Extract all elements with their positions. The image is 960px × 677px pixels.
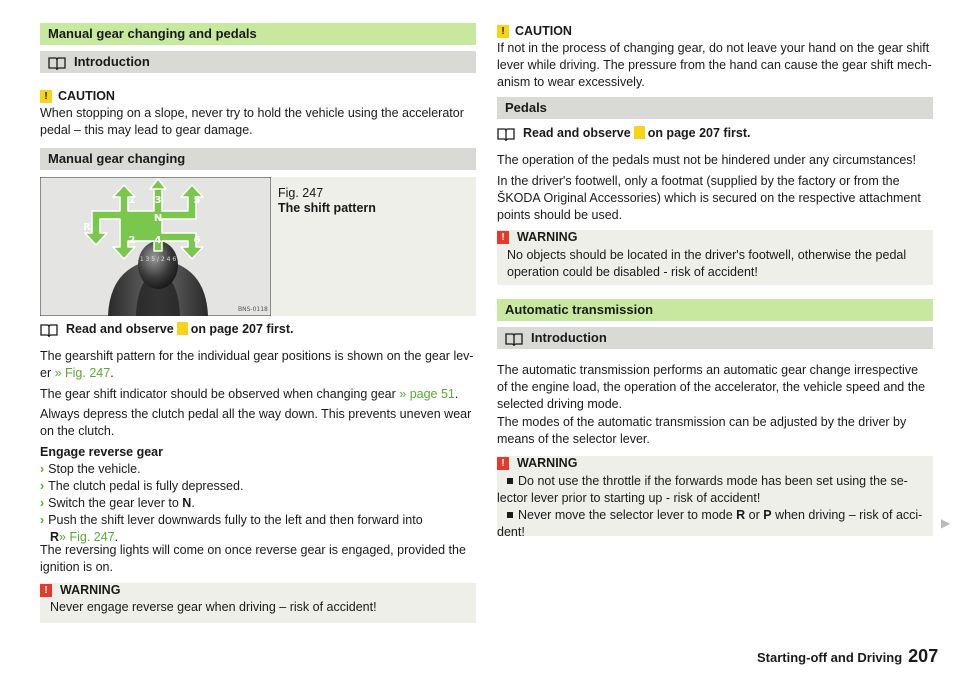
step-4: › Push the shift lever downwards fully to the left and then forward into [40, 513, 423, 527]
gear-label-4: 4 [154, 235, 162, 246]
pedals-header: Pedals [497, 97, 933, 119]
gear-label-r: R [83, 222, 91, 233]
pedals-paragraph-2: In the driver's footwell, only a footmat (supplied by the factory or from the ŠKODA Original Accessories) which is secured on the respective attachment points should be used. [497, 174, 921, 222]
page-number: 207 [908, 646, 939, 666]
continue-arrow-icon: ▶ [941, 516, 951, 530]
warning-bullet-1: Do not use the throttle if the forwards mode has been set using the se- [507, 473, 922, 490]
warning-title: ! WARNING [497, 456, 577, 470]
book-icon [40, 323, 58, 337]
gear-label-3: 3 [154, 195, 162, 206]
warning-icon: ! [40, 584, 52, 597]
intro-header: Introduction [40, 51, 476, 73]
gear-label-2: 2 [128, 235, 136, 246]
step-3: › Switch the gear lever to N. [40, 496, 195, 510]
caution-title: ! CAUTION [40, 88, 476, 105]
caution-icon: ! [40, 90, 52, 103]
step-1: › Stop the vehicle. [40, 462, 141, 476]
clutch-paragraph: Always depress the clutch pedal all the way down. This prevents uneven wear on the clutch. [40, 407, 472, 438]
caution-text: If not in the process of changing gear, do not leave your hand on the gear shift lever while driving. The pressure from the hand can cause the gear shift mech- anism to wear excessively. [497, 41, 932, 89]
step-2: › The clutch pedal is fully depressed. [40, 479, 244, 493]
caution-icon [177, 322, 188, 335]
warning-title: ! WARNING [497, 230, 577, 244]
book-icon [505, 332, 523, 346]
read-observe-line: Read and observe on page 207 first. [497, 125, 933, 142]
automatic-paragraph-2: The modes of the automatic transmission can be adjusted by the driver by means of the selector lever. [497, 415, 907, 446]
warning-box-throttle: ! WARNING Do not use the throttle if the forwards mode has been set using the se- lector lever prior to starting up - risk of accident! Never move the selector lever to mode R or P when driving – risk of acci- dent! [497, 456, 933, 536]
pedals-paragraph-1: The operation of the pedals must not be hindered under any circumstances! [497, 153, 917, 167]
warning-box-footwell: ! WARNING No objects should be located in the driver's footwell, otherwise the pedal operation could be disabled - risk of accident! [497, 230, 933, 285]
section-header-automatic: Automatic transmission [497, 299, 933, 321]
shift-indicator-paragraph: The gear shift indicator should be observed when changing gear » page 51. [40, 387, 459, 401]
footer-chapter: Starting-off and Driving [757, 650, 903, 665]
reversing-lights-paragraph: The reversing lights will come on once reverse gear is engaged, provided the ignition is on. [40, 543, 466, 574]
fig-247-link[interactable]: » Fig. 247 [59, 530, 115, 544]
book-icon [497, 127, 515, 141]
section-header-manual-gear: Manual gear changing and pedals [40, 23, 476, 45]
automatic-paragraph-1: The automatic transmission performs an automatic gear change irrespective of the engine load, the operation of the accelerator, the vehicle speed and the selected driving mode. [497, 363, 926, 411]
caution-icon: ! [497, 25, 509, 38]
knob-pattern-label: 1 3 5 / 2 4 6 [139, 256, 177, 263]
gear-label-1: 1 [128, 195, 136, 206]
warning-icon: ! [497, 457, 509, 470]
caution-text: When stopping on a slope, never try to hold the vehicle using the accelerator pedal – this may lead to gear damage. [40, 106, 464, 137]
caution-title: ! CAUTION [497, 23, 933, 40]
caution-icon [634, 126, 645, 139]
gear-label-n: N [153, 213, 163, 224]
figure-box [40, 177, 476, 316]
book-icon [48, 56, 66, 70]
warning-title: ! WARNING [40, 583, 120, 597]
figure-caption: Fig. 247 The shift pattern [278, 186, 376, 215]
gearshift-pattern-paragraph: The gearshift pattern for the individual gear positions is shown on the gear lev- er » Fig. 247. [40, 349, 474, 380]
gear-label-6: 6 [193, 235, 201, 246]
page-footer [757, 646, 938, 667]
intro-header: Introduction [497, 327, 933, 349]
warning-box-reverse: ! WARNING Never engage reverse gear when driving – risk of accident! [40, 583, 476, 623]
warning-icon: ! [497, 231, 509, 244]
read-observe-line: Read and observe on page 207 first. [40, 321, 476, 338]
subsection-header-manual-gear-changing: Manual gear changing [40, 148, 476, 170]
fig-247-link[interactable]: » Fig. 247 [54, 366, 111, 380]
warning-bullet-2: Never move the selector lever to mode R or P when driving – risk of acci- [507, 507, 922, 524]
figure-code: BNS-0118 [238, 306, 268, 313]
engage-reverse-steps: Engage reverse gear › Stop the vehicle. › The clutch pedal is fully depressed. › Switch the gear lever to N. › Push the shift lever downwards fully to the left and then forward into R» Fig. 247. [40, 444, 476, 546]
page-51-link[interactable]: » page 51 [399, 387, 455, 401]
shift-pattern-figure [40, 177, 271, 316]
engage-reverse-title: Engage reverse gear [40, 445, 163, 459]
gear-label-5: 5 [193, 195, 201, 206]
